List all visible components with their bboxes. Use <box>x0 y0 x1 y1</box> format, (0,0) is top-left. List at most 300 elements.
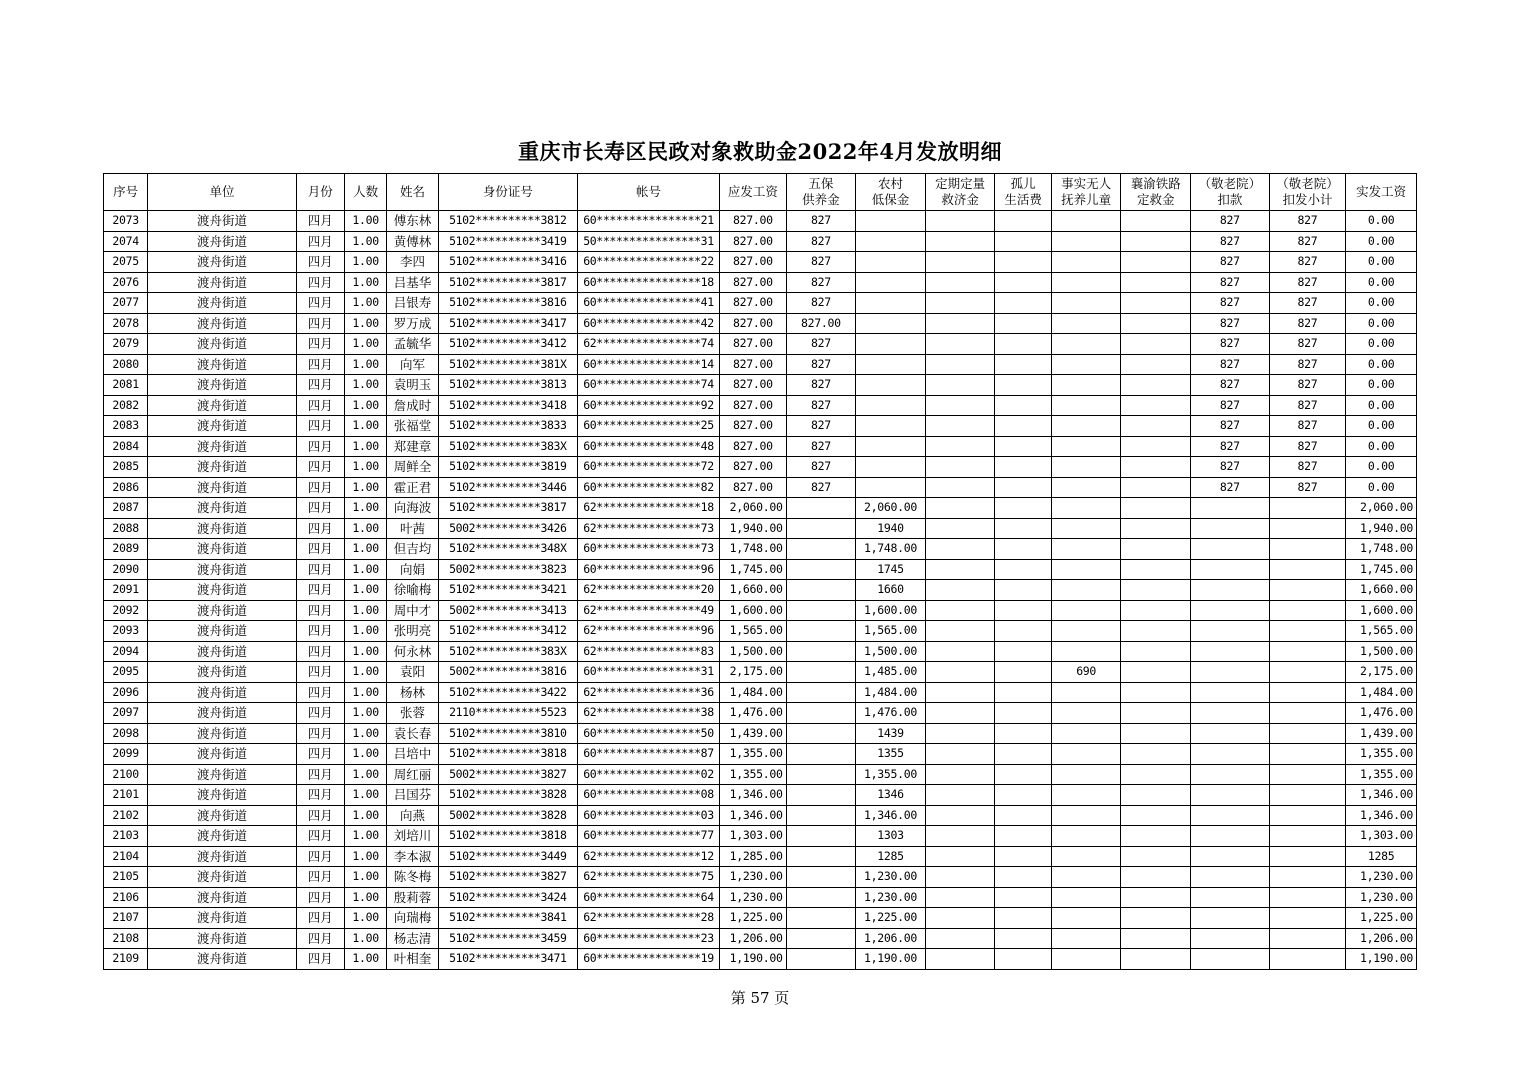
table-cell <box>856 354 926 375</box>
table-cell <box>995 682 1051 703</box>
table-cell <box>1269 559 1346 580</box>
table-cell <box>925 211 995 232</box>
table-cell <box>1121 867 1191 888</box>
table-cell: 2104 <box>104 846 148 867</box>
table-cell: 1285 <box>856 846 926 867</box>
table-cell: 1,206.00 <box>856 928 926 949</box>
table-cell <box>1121 498 1191 519</box>
table-cell <box>786 682 856 703</box>
table-cell: 827 <box>786 272 856 293</box>
table-cell <box>1269 498 1346 519</box>
table-cell: 0.00 <box>1346 436 1417 457</box>
table-cell: 62****************18 <box>577 498 719 519</box>
table-cell: 1.00 <box>344 252 386 273</box>
table-cell: 1,748.00 <box>1346 539 1417 560</box>
table-cell <box>1121 580 1191 601</box>
table-cell: 62****************73 <box>577 518 719 539</box>
table-cell: 四月 <box>296 744 344 765</box>
table-cell: 1,660.00 <box>1346 580 1417 601</box>
column-header: 事实无人 抚养儿童 <box>1051 174 1121 211</box>
table-cell <box>856 416 926 437</box>
table-cell: 827 <box>786 293 856 314</box>
table-cell <box>995 498 1051 519</box>
table-cell: 0.00 <box>1346 272 1417 293</box>
table-cell: 62****************36 <box>577 682 719 703</box>
table-cell <box>786 539 856 560</box>
table-cell: 60****************42 <box>577 313 719 334</box>
table-cell <box>1121 908 1191 929</box>
table-cell <box>1121 375 1191 396</box>
table-cell: 62****************28 <box>577 908 719 929</box>
table-cell: 四月 <box>296 293 344 314</box>
table-cell <box>786 805 856 826</box>
table-cell <box>1051 334 1121 355</box>
table-cell <box>1051 436 1121 457</box>
table-cell: 徐喻梅 <box>387 580 438 601</box>
table-cell: 渡舟街道 <box>148 641 296 662</box>
table-cell: 827 <box>1269 354 1346 375</box>
table-cell: 1.00 <box>344 662 386 683</box>
table-cell: 1,940.00 <box>1346 518 1417 539</box>
column-header: 身份证号 <box>438 174 577 211</box>
table-cell: 黄傅林 <box>387 231 438 252</box>
table-cell: 60****************87 <box>577 744 719 765</box>
table-cell <box>1051 744 1121 765</box>
table-cell: 1,346.00 <box>1346 805 1417 826</box>
table-cell: 60****************03 <box>577 805 719 826</box>
table-cell: 2098 <box>104 723 148 744</box>
table-cell: 5002**********3823 <box>438 559 577 580</box>
table-cell: 62****************96 <box>577 621 719 642</box>
table-cell: 渡舟街道 <box>148 908 296 929</box>
table-cell: 62****************12 <box>577 846 719 867</box>
table-cell <box>995 703 1051 724</box>
table-cell: 吕国芬 <box>387 785 438 806</box>
table-cell <box>1121 518 1191 539</box>
table-cell: 2083 <box>104 416 148 437</box>
table-cell: 渡舟街道 <box>148 580 296 601</box>
table-cell <box>995 231 1051 252</box>
table-header-row <box>104 174 1417 211</box>
table-cell: 向军 <box>387 354 438 375</box>
table-cell <box>1051 641 1121 662</box>
table-cell <box>925 231 995 252</box>
table-cell: 霍正君 <box>387 477 438 498</box>
table-cell: 吕银寿 <box>387 293 438 314</box>
table-cell: 60****************48 <box>577 436 719 457</box>
table-cell: 60****************31 <box>577 662 719 683</box>
table-cell <box>856 395 926 416</box>
table-cell: 1,190.00 <box>720 949 787 970</box>
table-cell: 1,565.00 <box>856 621 926 642</box>
table-cell: 袁明玉 <box>387 375 438 396</box>
table-cell: 1.00 <box>344 682 386 703</box>
table-cell <box>786 826 856 847</box>
table-row <box>104 662 1417 683</box>
table-cell: 渡舟街道 <box>148 949 296 970</box>
table-cell: 60****************72 <box>577 457 719 478</box>
table-cell <box>1051 416 1121 437</box>
table-cell: 827 <box>786 416 856 437</box>
table-cell: 2097 <box>104 703 148 724</box>
table-cell: 2,060.00 <box>720 498 787 519</box>
table-cell <box>1051 559 1121 580</box>
table-cell <box>1051 272 1121 293</box>
table-cell: 四月 <box>296 805 344 826</box>
table-cell: 1745 <box>856 559 926 580</box>
table-cell: 1.00 <box>344 641 386 662</box>
column-header: 人数 <box>344 174 386 211</box>
table-cell: 四月 <box>296 723 344 744</box>
table-cell <box>1051 313 1121 334</box>
table-cell: 詹成时 <box>387 395 438 416</box>
table-cell: 渡舟街道 <box>148 846 296 867</box>
table-cell: 1.00 <box>344 826 386 847</box>
table-cell: 张蓉 <box>387 703 438 724</box>
table-cell: 1,230.00 <box>856 867 926 888</box>
table-cell <box>995 313 1051 334</box>
table-cell <box>1051 600 1121 621</box>
table-cell: 827 <box>786 252 856 273</box>
table-cell <box>1121 764 1191 785</box>
table-cell: 827 <box>786 457 856 478</box>
table-row <box>104 477 1417 498</box>
table-cell: 四月 <box>296 231 344 252</box>
table-cell <box>1269 600 1346 621</box>
table-cell: 四月 <box>296 887 344 908</box>
table-cell <box>995 744 1051 765</box>
table-cell <box>925 846 995 867</box>
table-cell: 827 <box>1191 293 1270 314</box>
table-cell: 5102**********3418 <box>438 395 577 416</box>
table-cell <box>1121 252 1191 273</box>
table-cell: 四月 <box>296 867 344 888</box>
table-cell: 1,660.00 <box>720 580 787 601</box>
table-cell: 62****************83 <box>577 641 719 662</box>
table-cell: 四月 <box>296 313 344 334</box>
table-cell: 5102**********3422 <box>438 682 577 703</box>
table-cell: 827.00 <box>720 477 787 498</box>
table-cell <box>925 252 995 273</box>
table-cell <box>995 764 1051 785</box>
table-cell <box>1051 477 1121 498</box>
table-row <box>104 436 1417 457</box>
table-cell: 渡舟街道 <box>148 662 296 683</box>
table-cell: 2107 <box>104 908 148 929</box>
table-row <box>104 826 1417 847</box>
table-cell: 四月 <box>296 826 344 847</box>
table-cell <box>1121 846 1191 867</box>
table-cell: 5102**********3816 <box>438 293 577 314</box>
table-cell: 827 <box>1191 395 1270 416</box>
table-cell: 1,346.00 <box>1346 785 1417 806</box>
table-cell: 1346 <box>856 785 926 806</box>
table-cell: 60****************96 <box>577 559 719 580</box>
table-cell: 四月 <box>296 477 344 498</box>
table-cell <box>995 867 1051 888</box>
table-cell: 渡舟街道 <box>148 539 296 560</box>
table-cell: 5102**********348X <box>438 539 577 560</box>
table-cell: 四月 <box>296 785 344 806</box>
table-cell <box>1191 539 1270 560</box>
table-row <box>104 764 1417 785</box>
column-header: （敬老院） 扣款 <box>1191 174 1270 211</box>
table-cell: 60****************73 <box>577 539 719 560</box>
table-cell: 2074 <box>104 231 148 252</box>
table-cell: 1,484.00 <box>1346 682 1417 703</box>
table-cell: 四月 <box>296 662 344 683</box>
table-cell <box>925 580 995 601</box>
table-cell: 0.00 <box>1346 313 1417 334</box>
table-cell: 827 <box>1269 334 1346 355</box>
table-cell: 渡舟街道 <box>148 785 296 806</box>
table-cell: 周鲜全 <box>387 457 438 478</box>
table-cell <box>1191 908 1270 929</box>
table-cell <box>856 252 926 273</box>
table-cell: 827 <box>1269 375 1346 396</box>
table-cell: 2081 <box>104 375 148 396</box>
table-cell: 2108 <box>104 928 148 949</box>
table-cell <box>995 293 1051 314</box>
table-cell: 827 <box>1191 416 1270 437</box>
table-cell <box>856 272 926 293</box>
table-cell: 1,565.00 <box>1346 621 1417 642</box>
table-cell <box>1121 662 1191 683</box>
table-cell: 0.00 <box>1346 252 1417 273</box>
relief-payment-table <box>103 173 1417 970</box>
table-cell <box>1269 621 1346 642</box>
table-cell <box>925 272 995 293</box>
table-cell: 60****************64 <box>577 887 719 908</box>
table-cell: 5102**********3819 <box>438 457 577 478</box>
table-cell: 60****************18 <box>577 272 719 293</box>
table-cell: 1.00 <box>344 867 386 888</box>
table-cell: 5002**********3827 <box>438 764 577 785</box>
table-cell: 5102**********3833 <box>438 416 577 437</box>
table-cell: 1,355.00 <box>1346 764 1417 785</box>
table-cell: 1285 <box>1346 846 1417 867</box>
table-cell: 0.00 <box>1346 477 1417 498</box>
table-cell: 827 <box>786 477 856 498</box>
table-cell: 827 <box>1191 354 1270 375</box>
table-cell <box>856 313 926 334</box>
table-cell: 1,303.00 <box>1346 826 1417 847</box>
table-cell: 2102 <box>104 805 148 826</box>
table-cell: 60****************25 <box>577 416 719 437</box>
table-cell: 叶茜 <box>387 518 438 539</box>
table-row <box>104 395 1417 416</box>
table-cell <box>1121 641 1191 662</box>
table-cell: 62****************75 <box>577 867 719 888</box>
table-cell <box>925 621 995 642</box>
table-cell: 张福堂 <box>387 416 438 437</box>
table-cell <box>995 826 1051 847</box>
table-cell <box>995 662 1051 683</box>
table-cell <box>1051 682 1121 703</box>
table-cell <box>856 231 926 252</box>
table-cell: 2101 <box>104 785 148 806</box>
table-row <box>104 703 1417 724</box>
table-cell <box>925 764 995 785</box>
table-cell: 62****************20 <box>577 580 719 601</box>
table-cell <box>1269 826 1346 847</box>
table-cell: 郑建章 <box>387 436 438 457</box>
table-cell: 2095 <box>104 662 148 683</box>
table-cell: 5102**********3424 <box>438 887 577 908</box>
table-cell: 1355 <box>856 744 926 765</box>
table-cell <box>995 559 1051 580</box>
table-cell: 5102**********3841 <box>438 908 577 929</box>
table-cell: 0.00 <box>1346 293 1417 314</box>
table-cell: 1,346.00 <box>720 785 787 806</box>
table-cell <box>786 621 856 642</box>
table-row <box>104 354 1417 375</box>
table-cell: 渡舟街道 <box>148 231 296 252</box>
table-cell <box>995 457 1051 478</box>
table-cell: 1,748.00 <box>720 539 787 560</box>
table-cell <box>1121 621 1191 642</box>
table-cell: 1,225.00 <box>1346 908 1417 929</box>
table-cell: 62****************38 <box>577 703 719 724</box>
table-cell: 傅东林 <box>387 211 438 232</box>
table-cell: 827 <box>1269 231 1346 252</box>
table-cell <box>995 949 1051 970</box>
table-cell: 四月 <box>296 354 344 375</box>
table-row <box>104 805 1417 826</box>
table-cell: 1.00 <box>344 231 386 252</box>
table-cell <box>1051 457 1121 478</box>
table-row <box>104 252 1417 273</box>
table-cell: 向瑞梅 <box>387 908 438 929</box>
table-cell: 1.00 <box>344 375 386 396</box>
table-cell: 殷莉蓉 <box>387 887 438 908</box>
table-row <box>104 416 1417 437</box>
table-cell: 827 <box>1191 252 1270 273</box>
table-cell: 60****************41 <box>577 293 719 314</box>
table-cell: 5102**********3412 <box>438 621 577 642</box>
table-cell: 827 <box>1191 436 1270 457</box>
table-cell: 5102**********3817 <box>438 498 577 519</box>
table-cell: 827 <box>1191 231 1270 252</box>
table-cell: 1,355.00 <box>720 764 787 785</box>
table-cell: 62****************49 <box>577 600 719 621</box>
table-cell <box>1191 662 1270 683</box>
table-cell <box>995 272 1051 293</box>
table-cell <box>1269 846 1346 867</box>
table-cell <box>1051 846 1121 867</box>
table-cell: 四月 <box>296 764 344 785</box>
table-cell: 1,206.00 <box>720 928 787 949</box>
table-cell <box>1121 723 1191 744</box>
table-cell: 四月 <box>296 600 344 621</box>
table-cell <box>925 805 995 826</box>
table-cell <box>1269 744 1346 765</box>
table-cell: 0.00 <box>1346 375 1417 396</box>
table-cell: 2100 <box>104 764 148 785</box>
table-cell <box>925 908 995 929</box>
table-cell <box>786 908 856 929</box>
table-cell: 827 <box>1191 334 1270 355</box>
table-cell: 5102**********3813 <box>438 375 577 396</box>
table-cell: 827 <box>1269 313 1346 334</box>
table-cell: 1,600.00 <box>720 600 787 621</box>
table-cell <box>1269 682 1346 703</box>
table-cell <box>925 313 995 334</box>
table-cell: 827 <box>1269 416 1346 437</box>
table-cell: 5102**********3416 <box>438 252 577 273</box>
table-cell <box>995 887 1051 908</box>
table-row <box>104 908 1417 929</box>
table-cell <box>1121 293 1191 314</box>
table-cell <box>786 764 856 785</box>
table-cell: 1,355.00 <box>720 744 787 765</box>
table-cell <box>1051 518 1121 539</box>
table-cell <box>1051 805 1121 826</box>
table-row <box>104 600 1417 621</box>
table-cell: 四月 <box>296 928 344 949</box>
table-cell: 827 <box>1191 457 1270 478</box>
table-cell <box>1121 785 1191 806</box>
table-cell: 1,230.00 <box>856 887 926 908</box>
table-cell: 1,940.00 <box>720 518 787 539</box>
table-cell: 60****************74 <box>577 375 719 396</box>
table-cell: 渡舟街道 <box>148 211 296 232</box>
table-cell <box>1191 580 1270 601</box>
table-cell <box>786 662 856 683</box>
table-cell: 1,745.00 <box>1346 559 1417 580</box>
table-cell: 827 <box>786 375 856 396</box>
table-cell <box>995 252 1051 273</box>
table-cell: 四月 <box>296 846 344 867</box>
table-cell: 827.00 <box>720 313 787 334</box>
table-cell: 渡舟街道 <box>148 764 296 785</box>
table-cell <box>1121 436 1191 457</box>
table-cell: 827 <box>1191 375 1270 396</box>
table-cell: 向娟 <box>387 559 438 580</box>
table-cell: 1,225.00 <box>720 908 787 929</box>
table-row <box>104 785 1417 806</box>
table-cell: 袁阳 <box>387 662 438 683</box>
table-cell <box>1051 580 1121 601</box>
table-cell <box>925 498 995 519</box>
table-cell <box>925 334 995 355</box>
table-cell <box>1051 928 1121 949</box>
table-cell <box>1121 887 1191 908</box>
table-cell <box>1269 949 1346 970</box>
table-cell: 2099 <box>104 744 148 765</box>
table-cell: 四月 <box>296 334 344 355</box>
table-cell: 陈冬梅 <box>387 867 438 888</box>
table-cell: 2109 <box>104 949 148 970</box>
table-cell: 2075 <box>104 252 148 273</box>
table-cell <box>995 785 1051 806</box>
table-cell <box>1051 887 1121 908</box>
table-cell <box>925 436 995 457</box>
table-cell: 2,060.00 <box>856 498 926 519</box>
table-cell <box>1191 498 1270 519</box>
table-cell: 0.00 <box>1346 395 1417 416</box>
table-cell: 1.00 <box>344 272 386 293</box>
column-header: 五保 供养金 <box>786 174 856 211</box>
table-row <box>104 867 1417 888</box>
table-cell <box>1051 395 1121 416</box>
table-cell: 1.00 <box>344 539 386 560</box>
table-cell: 李本淑 <box>387 846 438 867</box>
table-cell: 1,600.00 <box>1346 600 1417 621</box>
table-cell <box>1191 744 1270 765</box>
table-cell: 690 <box>1051 662 1121 683</box>
table-cell <box>995 600 1051 621</box>
